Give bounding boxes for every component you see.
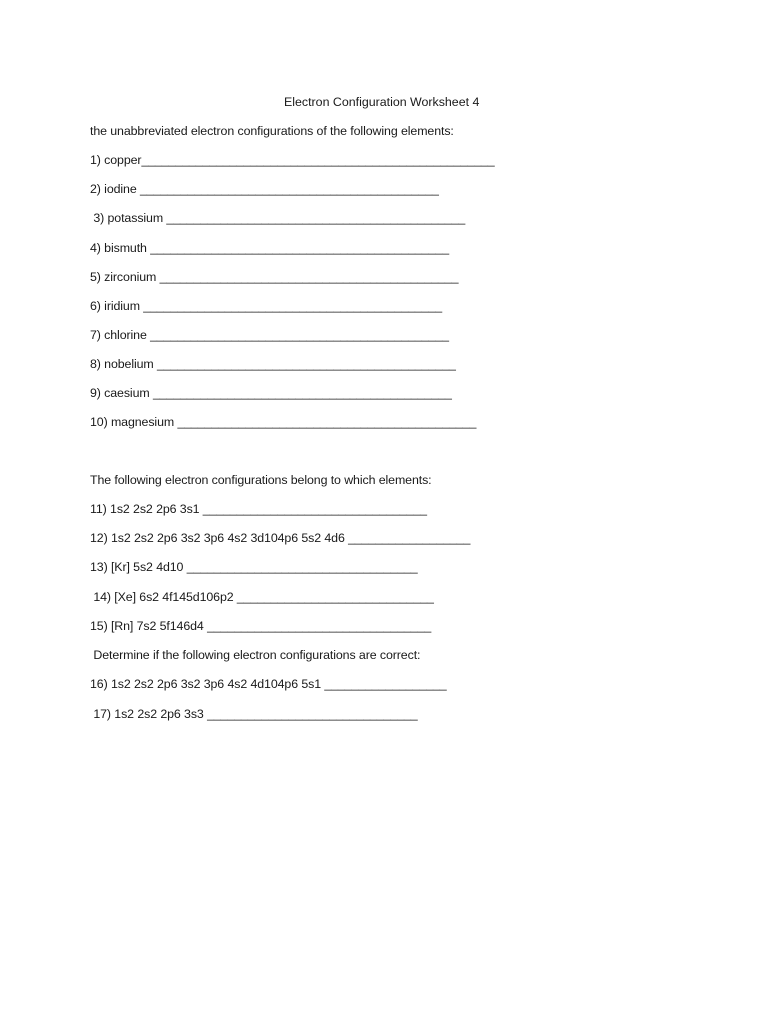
- question-5: 5) zirconium ____________________________________________: [90, 270, 459, 284]
- question-4: 4) bismuth ____________________________________________: [90, 241, 449, 255]
- worksheet-title: Electron Configuration Worksheet 4: [284, 95, 480, 109]
- question-7: 7) chlorine ____________________________________________: [90, 328, 449, 342]
- question-15: 15) [Rn] 7s2 5f146d4 _________________________________: [90, 619, 432, 633]
- instruction-unabbreviated: the unabbreviated electron configurations of the following elements:: [90, 124, 454, 138]
- question-13: 13) [Kr] 5s2 4d10 __________________________________: [90, 560, 418, 574]
- question-3: 3) potassium ____________________________________________: [90, 211, 466, 225]
- question-6: 6) iridium ____________________________________________: [90, 299, 443, 313]
- instruction-determine-correct: Determine if the following electron configurations are correct:: [90, 648, 421, 662]
- instruction-belong-to: The following electron configurations belong to which elements:: [90, 473, 432, 487]
- question-16: 16) 1s2 2s2 2p6 3s2 3p6 4s2 4d104p6 5s1 __________________: [90, 677, 447, 691]
- question-12: 12) 1s2 2s2 2p6 3s2 3p6 4s2 3d104p6 5s2 4d6 __________________: [90, 531, 471, 545]
- question-14: 14) [Xe] 6s2 4f145d106p2 _____________________________: [90, 590, 434, 604]
- question-1: 1) copper____________________________________________________: [90, 153, 495, 167]
- question-9: 9) caesium ____________________________________________: [90, 386, 452, 400]
- question-11: 11) 1s2 2s2 2p6 3s1 _________________________________: [90, 502, 427, 516]
- question-17: 17) 1s2 2s2 2p6 3s3 _______________________________: [90, 707, 418, 721]
- question-10: 10) magnesium ____________________________________________: [90, 415, 477, 429]
- question-2: 2) iodine ____________________________________________: [90, 182, 439, 196]
- question-8: 8) nobelium ____________________________________________: [90, 357, 456, 371]
